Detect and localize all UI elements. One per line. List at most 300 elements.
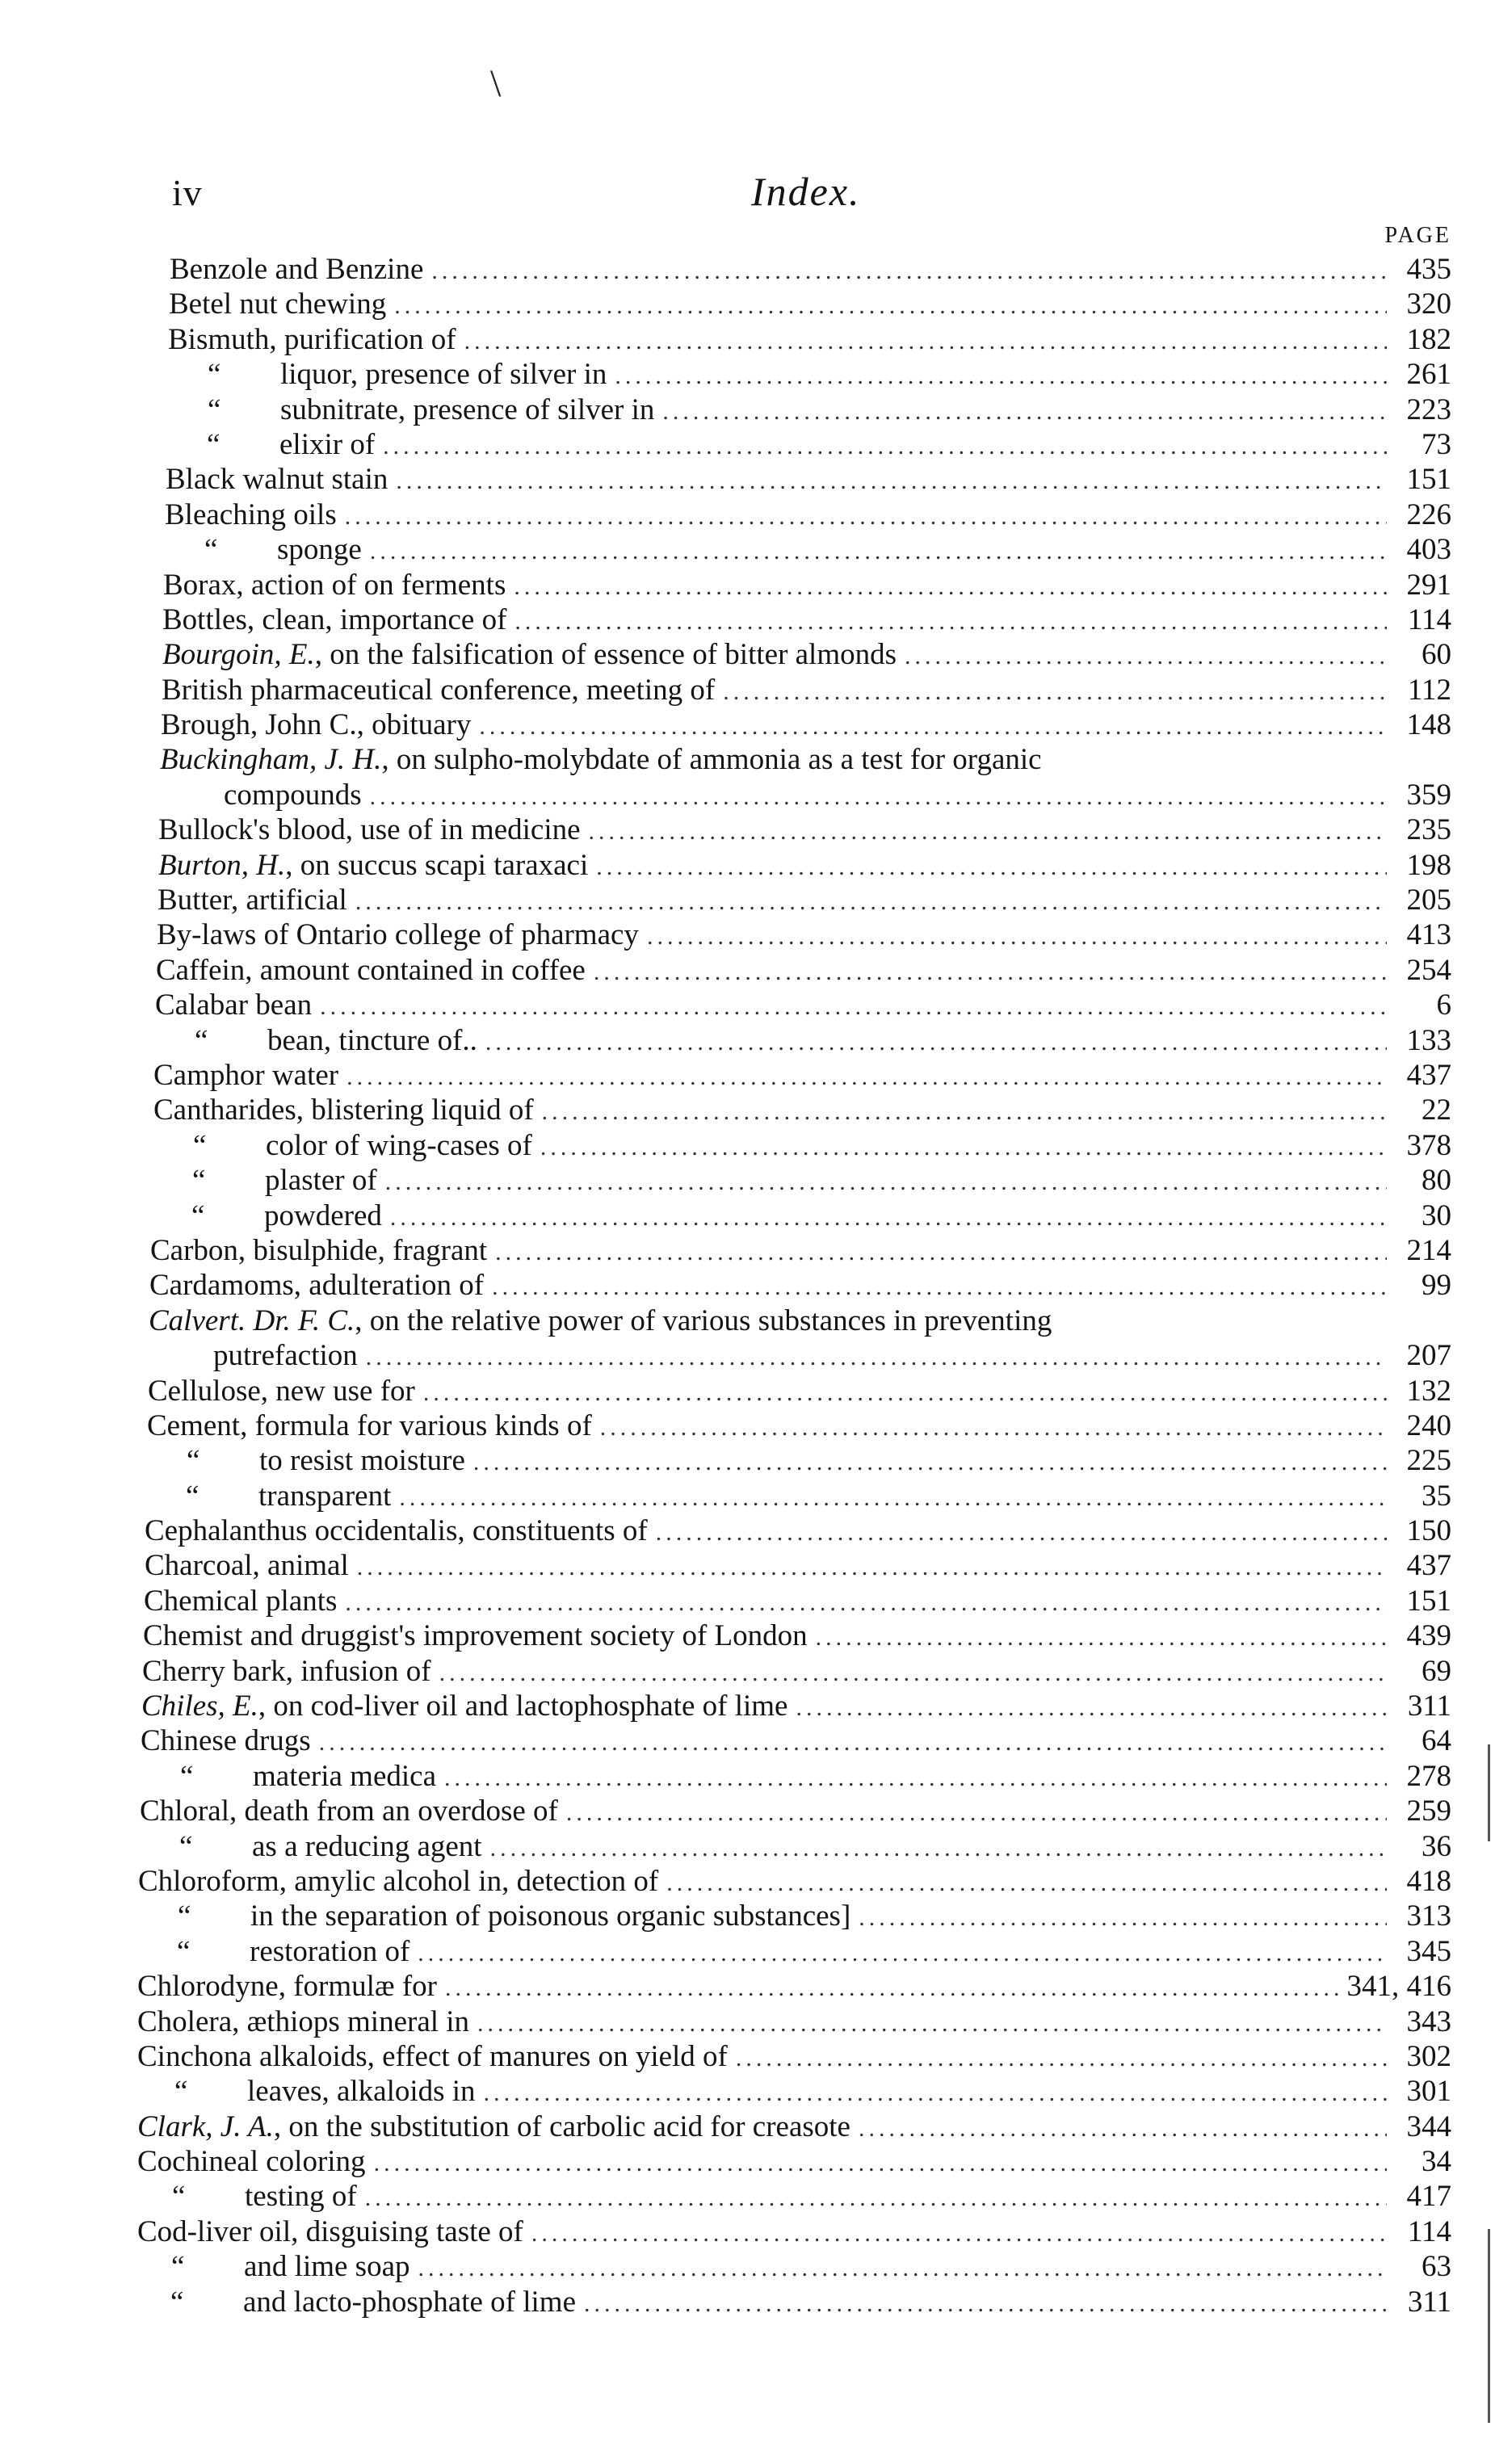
index-entry-text — [137, 1969, 437, 2004]
index-entry — [137, 392, 1451, 427]
index-entry-label: British pharmaceutical conference, meeting of — [162, 673, 716, 707]
index-entry-text — [158, 848, 588, 883]
dot-leader — [816, 1620, 1387, 1655]
dot-leader — [366, 1340, 1387, 1375]
index-entry-page: 291 — [1406, 568, 1451, 602]
index-entry — [137, 357, 1451, 392]
index-entry-page: 151 — [1406, 463, 1451, 497]
dot-leader — [385, 1165, 1387, 1199]
index-entry-label: Chemist and druggist's improvement society of London — [143, 1619, 808, 1653]
index-entry-text — [162, 637, 897, 672]
dot-leader — [370, 779, 1387, 814]
index-entry-text — [168, 322, 456, 357]
dot-leader — [615, 359, 1387, 393]
index-entry-text — [180, 1759, 437, 1794]
index-entry — [137, 953, 1451, 988]
dot-leader — [600, 1410, 1387, 1445]
index-entry-page: 223 — [1406, 392, 1451, 426]
dot-leader — [365, 2181, 1387, 2215]
index-entry-text — [208, 357, 607, 392]
index-entry-page: 254 — [1406, 953, 1451, 987]
ditto-mark: “ — [174, 2075, 188, 2109]
index-entry — [137, 1829, 1451, 1864]
index-entry-label: elixir of — [279, 427, 376, 461]
index-entry — [137, 1759, 1451, 1794]
dot-leader — [473, 1445, 1387, 1480]
index-entry-author: Clark, J. A. — [137, 2109, 274, 2143]
ditto-mark: “ — [204, 533, 218, 567]
index-entry-page: 64 — [1422, 1724, 1451, 1758]
index-entry — [137, 988, 1451, 1022]
index-entry-author: Buckingham, J. H. — [160, 743, 382, 777]
index-entry-label: , on the falsification of essence of bitter almonds — [314, 638, 897, 672]
index-entry-label: Carbon, bisulphide, fragrant — [150, 1233, 488, 1267]
index-entry-label: Chinese drugs — [141, 1724, 311, 1758]
index-entry-label: , on the substitution of carbolic acid for creasote — [273, 2109, 850, 2143]
index-entry-page: 235 — [1406, 813, 1451, 847]
index-entry-text — [174, 2074, 476, 2109]
dot-leader — [418, 1936, 1387, 1971]
index-entry-label: liquor, presence of silver in — [280, 358, 607, 392]
index-entry-text — [153, 1058, 338, 1093]
ditto-mark: “ — [193, 1128, 207, 1162]
dot-leader — [656, 1515, 1387, 1550]
index-entry — [137, 1408, 1451, 1443]
index-entry — [137, 1023, 1451, 1058]
index-entry-label: Chlorodyne, formulæ for — [137, 1970, 437, 2004]
index-entry-label: to resist moisture — [259, 1444, 465, 1478]
index-entry-label: By-laws of Ontario college of pharmacy — [157, 918, 639, 952]
dot-leader — [396, 464, 1387, 498]
index-entry-text — [137, 2039, 728, 2074]
dot-leader — [464, 324, 1387, 359]
index-entry-text — [141, 1723, 311, 1758]
index-entry-label: bean, tincture of.. — [267, 1023, 477, 1057]
dot-leader — [723, 674, 1387, 709]
index-entry-page: 36 — [1422, 1829, 1451, 1863]
index-entry-label: and lacto-phosphate of lime — [243, 2285, 577, 2319]
dot-leader — [596, 850, 1387, 884]
index-entry — [137, 1128, 1451, 1163]
index-entry-label: Chloroform, amylic alcohol in, detection of — [138, 1864, 659, 1898]
index-entry-text — [166, 462, 388, 497]
page-edge-shadow — [1488, 2229, 1490, 2423]
dot-leader — [444, 1761, 1387, 1795]
dot-leader — [540, 1130, 1387, 1165]
index-entry — [137, 2214, 1451, 2249]
index-entry-label: Bullock's blood, use of in medicine — [158, 813, 581, 847]
index-entry-page: 205 — [1406, 884, 1451, 917]
index-entry-page: 73 — [1422, 427, 1451, 461]
index-entry-label: Cephalanthus occidentalis, constituents of — [145, 1514, 648, 1548]
dot-leader — [859, 2111, 1387, 2146]
index-entry-label: , on cod-liver oil and lactophosphate of lime — [258, 1690, 788, 1723]
index-entry-label: Black walnut stain — [166, 463, 388, 497]
index-entry-text — [144, 1584, 337, 1618]
index-entry-text — [156, 953, 586, 988]
dot-leader — [531, 2216, 1387, 2251]
index-entry-label: in the separation of poisonous organic substances] — [250, 1899, 851, 1933]
index-entry-label: Cochineal coloring — [137, 2145, 366, 2179]
index-entry — [137, 1163, 1451, 1198]
index-entry-page: 148 — [1406, 708, 1451, 742]
index-entry-text — [158, 812, 581, 847]
index-entry-text — [172, 2179, 357, 2214]
ditto-mark: “ — [191, 1198, 205, 1232]
index-entry-page: 80 — [1422, 1164, 1451, 1198]
index-entry — [137, 497, 1451, 532]
index-entry-label: putrefaction — [213, 1339, 358, 1373]
index-entry — [137, 1654, 1451, 1689]
dot-leader — [796, 1690, 1387, 1725]
dot-leader — [584, 2286, 1387, 2321]
index-entry — [137, 1969, 1451, 2004]
ditto-mark: “ — [208, 358, 221, 392]
index-entry-label: Cod-liver oil, disguising taste of — [137, 2214, 523, 2248]
ditto-mark: “ — [180, 1759, 194, 1793]
index-entry-text — [179, 1829, 482, 1864]
index-entry-page: 207 — [1406, 1339, 1451, 1373]
index-entry-page: 259 — [1406, 1794, 1451, 1828]
dot-leader — [479, 709, 1387, 744]
index-entry-page: 226 — [1406, 497, 1451, 531]
index-entry — [137, 1268, 1451, 1303]
index-entry-label: plaster of — [265, 1164, 377, 1198]
ditto-mark: “ — [208, 392, 221, 426]
dot-leader — [346, 1060, 1387, 1094]
dot-leader — [666, 1866, 1387, 1900]
index-entry-text — [165, 497, 337, 532]
index-entry — [137, 322, 1451, 357]
index-entry-text — [163, 568, 506, 602]
dot-leader — [495, 1235, 1387, 1270]
index-entry — [137, 1618, 1451, 1653]
dot-leader — [514, 604, 1387, 639]
index-entry-label: Bleaching oils — [165, 497, 337, 531]
index-entry-text — [143, 1618, 808, 1653]
index-entry-label: , on the relative power of various substances in preventing — [355, 1303, 1052, 1337]
index-entry-page: 311 — [1407, 1690, 1451, 1723]
ditto-mark: “ — [187, 1444, 200, 1478]
index-entry-page: 359 — [1406, 778, 1451, 812]
index-entry-label: Chloral, death from an overdose of — [140, 1794, 558, 1828]
index-entry-page: 30 — [1422, 1198, 1451, 1232]
index-entry-page: 225 — [1406, 1444, 1451, 1478]
dot-leader — [399, 1480, 1387, 1515]
dot-leader — [594, 955, 1387, 989]
index-entry-text — [145, 1548, 349, 1583]
index-entry-text — [191, 1198, 382, 1233]
index-entry — [137, 707, 1451, 742]
dot-leader — [383, 429, 1387, 464]
index-entry-label: Bismuth, purification of — [168, 322, 456, 356]
index-entry-label: color of wing-cases of — [266, 1128, 532, 1162]
ditto-mark: “ — [186, 1479, 199, 1513]
index-entry-text — [138, 1864, 658, 1899]
index-entry-page: 69 — [1422, 1654, 1451, 1688]
index-entry-page: 417 — [1406, 2180, 1451, 2214]
index-entry-page: 418 — [1406, 1864, 1451, 1898]
ditto-mark: “ — [179, 1829, 193, 1863]
dot-leader — [905, 639, 1387, 674]
index-entry-page: 302 — [1406, 2039, 1451, 2073]
index-entry-page: 112 — [1407, 673, 1451, 707]
index-entry-page: 198 — [1406, 848, 1451, 882]
dot-leader — [492, 1270, 1387, 1304]
index-entry — [137, 1443, 1451, 1478]
index-entry-text — [160, 742, 1042, 777]
index-entry-page: 22 — [1422, 1093, 1451, 1127]
index-entry-page: 278 — [1406, 1759, 1451, 1793]
index-entry-page: 313 — [1406, 1899, 1451, 1933]
index-entry — [137, 848, 1451, 883]
index-entry — [137, 287, 1451, 321]
page-edge-shadow — [1488, 1744, 1490, 1841]
index-entry — [137, 917, 1451, 952]
index-entry-author: Calvert. Dr. F. C. — [149, 1303, 355, 1337]
index-entry-text — [170, 252, 423, 287]
index-entry-text — [177, 1934, 410, 1969]
ditto-mark: “ — [178, 1899, 191, 1933]
index-entry-page: 99 — [1422, 1269, 1451, 1303]
index-entry-text — [155, 988, 312, 1022]
index-entry — [137, 2179, 1451, 2214]
index-entry — [137, 602, 1451, 637]
ditto-mark: “ — [195, 1023, 208, 1057]
index-entry-text — [157, 883, 347, 917]
index-entry — [137, 812, 1451, 847]
dot-leader — [542, 1094, 1387, 1129]
index-entry — [137, 1338, 1451, 1373]
index-entry-text — [224, 778, 362, 812]
index-entry — [137, 462, 1451, 497]
index-entry-label: Caffein, amount contained in coffee — [156, 953, 586, 987]
dot-leader — [589, 814, 1387, 849]
dot-leader — [514, 569, 1387, 604]
index-entry-page: 182 — [1406, 322, 1451, 356]
index-entry — [137, 1899, 1451, 1933]
index-entry — [137, 673, 1451, 707]
page-column-label: PAGE — [1384, 223, 1451, 248]
index-entry — [137, 883, 1451, 917]
index-entry — [137, 1093, 1451, 1127]
index-entry-label: compounds — [224, 778, 362, 812]
dot-leader — [484, 2076, 1387, 2110]
index-entry-label: , on succus scapi taraxaci — [285, 848, 589, 882]
index-entry — [137, 2004, 1451, 2039]
index-entry — [137, 2109, 1451, 2144]
index-entry — [137, 2249, 1451, 2284]
index-entry-page: 341, 416 — [1346, 1970, 1451, 2004]
index-entry-text — [137, 2144, 366, 2179]
index-entry-text — [142, 1654, 431, 1689]
dot-leader — [320, 989, 1387, 1024]
dot-leader — [355, 884, 1387, 919]
index-entry-text — [187, 1443, 465, 1478]
index-entry-page: 132 — [1406, 1374, 1451, 1408]
index-entry-page: 344 — [1406, 2109, 1451, 2143]
index-entry-text — [213, 1338, 358, 1373]
index-entry-page: 345 — [1406, 1934, 1451, 1968]
page-number: iv — [172, 172, 203, 213]
index-entry-label: Cement, formula for various kinds of — [147, 1408, 592, 1442]
dot-leader — [319, 1725, 1387, 1760]
index-entry-label: Cherry bark, infusion of — [142, 1654, 431, 1688]
index-entry-label: Brough, John C., obituary — [161, 708, 472, 742]
index-entry-text — [162, 673, 715, 707]
index-entry-page: 343 — [1406, 2004, 1451, 2038]
index-entry-text — [171, 2249, 410, 2284]
ditto-mark: “ — [171, 2250, 185, 2284]
index-entry-page: 261 — [1406, 358, 1451, 392]
index-entry-page: 320 — [1406, 288, 1451, 321]
ditto-mark: “ — [170, 2285, 184, 2319]
index-entry-text — [157, 917, 639, 952]
index-entry-label: Benzole and Benzine — [170, 253, 424, 286]
dot-leader — [490, 1831, 1387, 1866]
index-entry — [137, 2285, 1451, 2319]
index-entry-page: 413 — [1406, 918, 1451, 952]
index-entry-label: Camphor water — [153, 1058, 339, 1092]
index-entry-label: Cantharides, blistering liquid of — [153, 1093, 534, 1127]
dot-leader — [445, 1971, 1339, 2005]
dot-leader — [394, 288, 1387, 323]
dot-leader — [423, 1375, 1387, 1410]
dot-leader — [485, 1025, 1387, 1060]
index-entry — [137, 742, 1451, 777]
index-entry — [137, 2074, 1451, 2109]
index-entry-text — [148, 1374, 415, 1408]
index-entry — [137, 1233, 1451, 1268]
ditto-mark: “ — [172, 2180, 186, 2214]
index-entry-label: Chemical plants — [144, 1584, 338, 1618]
index-entry-text — [141, 1689, 787, 1723]
index-entry-page: 60 — [1422, 638, 1451, 672]
index-entry-label: materia medica — [253, 1759, 437, 1793]
index-entry-text — [140, 1794, 558, 1828]
index-entry-label: Bottles, clean, importance of — [162, 602, 507, 636]
index-entry — [137, 1864, 1451, 1899]
index-entry-text — [137, 2109, 850, 2144]
index-entry-label: transparent — [258, 1479, 392, 1513]
dot-leader — [647, 919, 1387, 954]
index-entry-list — [137, 252, 1451, 2319]
index-entry-label: testing of — [245, 2180, 357, 2214]
index-entry — [137, 532, 1451, 567]
index-entry-text — [204, 532, 362, 567]
index-entry-label: sponge — [277, 533, 362, 567]
dot-leader — [370, 534, 1387, 569]
stray-mark: \ — [490, 62, 502, 105]
index-entry-page: 437 — [1406, 1058, 1451, 1092]
dot-leader — [390, 1200, 1387, 1235]
index-entry-label: Butter, artificial — [157, 884, 347, 917]
index-entry-label: powdered — [264, 1198, 382, 1232]
index-entry-label: and lime soap — [244, 2250, 410, 2284]
index-entry-text — [208, 392, 655, 427]
index-entry-text — [186, 1479, 392, 1513]
index-entry-author: Burton, H. — [158, 848, 286, 882]
index-entry-label: Calabar bean — [155, 989, 313, 1022]
index-entry-page: 301 — [1406, 2075, 1451, 2109]
dot-leader — [566, 1795, 1387, 1830]
index-entry-text — [169, 287, 386, 321]
index-entry — [137, 637, 1451, 672]
index-entry-label: subnitrate, presence of silver in — [280, 392, 655, 426]
index-entry-label: Cardamoms, adulteration of — [149, 1269, 485, 1303]
index-entry-page: 150 — [1406, 1514, 1451, 1548]
index-entry — [137, 1584, 1451, 1618]
ditto-mark: “ — [192, 1164, 206, 1198]
dot-leader — [374, 2146, 1387, 2181]
dot-leader — [345, 499, 1387, 534]
index-entry — [137, 1303, 1451, 1338]
index-entry-text — [162, 602, 506, 637]
index-entry-label: leaves, alkaloids in — [247, 2075, 476, 2109]
index-entry-page: 437 — [1406, 1549, 1451, 1583]
index-entry-label: , on sulpho-molybdate of ammonia as a test for organic — [381, 743, 1042, 777]
index-entry-page: 403 — [1406, 533, 1451, 567]
index-entry — [137, 568, 1451, 602]
index-entry — [137, 1374, 1451, 1408]
index-entry-page: 6 — [1436, 989, 1451, 1022]
page-title: Index. — [751, 169, 861, 214]
index-entry-page: 378 — [1406, 1128, 1451, 1162]
dot-leader — [736, 2041, 1387, 2076]
index-entry-text — [207, 427, 376, 462]
index-entry-label: restoration of — [250, 1934, 410, 1968]
index-entry — [137, 1479, 1451, 1513]
index-entry-page: 151 — [1406, 1584, 1451, 1618]
index-entry-text — [149, 1268, 484, 1303]
index-entry — [137, 1548, 1451, 1583]
dot-leader — [431, 254, 1387, 288]
index-entry-page: 34 — [1422, 2145, 1451, 2179]
ditto-mark: “ — [177, 1934, 191, 1968]
index-entry-page: 214 — [1406, 1233, 1451, 1267]
index-entry-text — [193, 1128, 532, 1163]
index-entry-label: Cholera, æthiops mineral in — [137, 2004, 470, 2038]
index-entry-author: Bourgoin, E. — [162, 638, 315, 672]
index-entry-page: 133 — [1406, 1023, 1451, 1057]
index-entry-text — [145, 1513, 648, 1548]
index-entry — [137, 1689, 1451, 1723]
index-entry — [137, 1723, 1451, 1758]
index-entry-text — [137, 2004, 469, 2039]
ditto-mark: “ — [207, 427, 220, 461]
dot-leader — [477, 2006, 1387, 2041]
index-entry-text — [195, 1023, 477, 1058]
index-entry — [137, 427, 1451, 462]
index-entry-text — [192, 1163, 377, 1198]
index-entry-page: 114 — [1407, 602, 1451, 636]
dot-leader — [357, 1550, 1387, 1585]
index-entry — [137, 252, 1451, 287]
index-entry-label: Charcoal, animal — [145, 1549, 349, 1583]
index-entry-text — [147, 1408, 592, 1443]
index-entry-text — [178, 1899, 851, 1933]
index-entry-page: 435 — [1406, 253, 1451, 286]
index-entry — [137, 1934, 1451, 1969]
dot-leader — [859, 1900, 1387, 1935]
index-entry — [137, 1794, 1451, 1828]
index-entry — [137, 778, 1451, 812]
dot-leader — [345, 1585, 1387, 1620]
index-entry-label: Cinchona alkaloids, effect of manures on yield of — [137, 2039, 728, 2073]
index-entry-text — [137, 2214, 523, 2249]
index-entry — [137, 1513, 1451, 1548]
index-entry-text — [161, 707, 471, 742]
